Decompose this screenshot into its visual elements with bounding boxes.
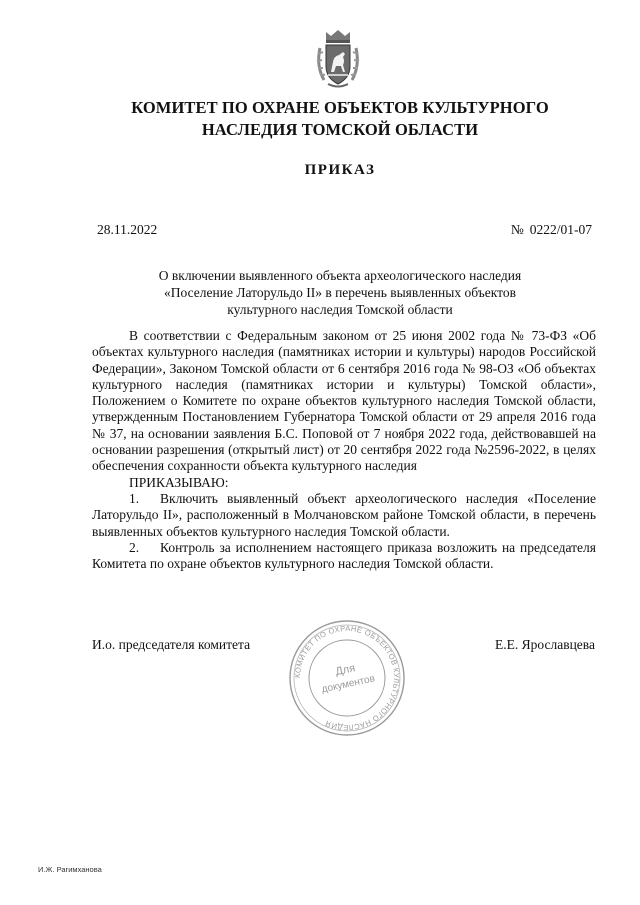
document-date: 28.11.2022 (97, 222, 158, 237)
item-number: 2. (129, 539, 140, 555)
directive-heading: ПРИКАЗЫВАЮ: (129, 474, 229, 490)
item-text: Включить выявленный объект археологического наследия «Поселение Латорульдо II», расположенный в Молчановском районе Томской области, в перечень выявленных объектов культурного наследия Томской области. (92, 490, 596, 539)
number-sign: № (510, 222, 524, 237)
organization-name (60, 97, 620, 141)
subject-line2: «Поселение Латорульдо II» в перечень выявленных объектов (164, 285, 516, 300)
signatory-name: Е.Е. Ярославцева (495, 637, 595, 652)
item-text: Контроль за исполнением настоящего приказа возложить на председателя Комитета по охране объектов культурного наследия Томской области. (92, 539, 596, 572)
document-number (511, 222, 592, 238)
list-item (92, 540, 596, 573)
signatory-position: И.о. председателя комитета (92, 637, 251, 652)
document-body (92, 328, 596, 572)
document-subject (90, 267, 590, 318)
preamble-paragraph: В соответствии с Федеральным законом от 25 июня 2002 года № 73-ФЗ «Об объектах культурного наследия (памятниках истории и культуры) народов Российской Федерации», Законом Томской области от 6 сентября 2016 года № 98-ОЗ «Об объектах культурного наследия (памятниках истории и культуры) Томской области», Положением о Комитете по охране объектов культурного наследия Томской области, утвержденным Постановлением Губернатора Томской области от 29 апреля 2016 года № 37, на основании заявления Б.С. Поповой от 7 ноября 2022 года, действовавшей на основании разрешения (открытый лист) от 20 сентября 2022 года №2596-2022, в целях обеспечения сохранности объекта культурного наследия (92, 328, 596, 474)
item-number: 1. (129, 490, 140, 506)
document-type: ПРИКАЗ (304, 162, 376, 178)
stamp-center-line2: документов (320, 673, 376, 696)
executor-name: И.Ж. Рагимханова (38, 865, 102, 874)
organization-name-line2: НАСЛЕДИЯ ТОМСКОЙ ОБЛАСТИ (201, 120, 479, 139)
official-stamp (287, 618, 407, 738)
tomsk-coat-of-arms-icon (314, 28, 362, 90)
organization-name-line1: КОМИТЕТ ПО ОХРАНЕ ОБЪЕКТОВ КУЛЬТУРНОГО (131, 98, 549, 117)
list-item (92, 491, 596, 540)
subject-line1: О включении выявленного объекта археологического наследия (158, 268, 522, 283)
stamp-center-line1: Для (334, 662, 357, 679)
number-value: 0222/01-07 (529, 222, 592, 237)
stamp-ring-text: КОМИТЕТ ПО ОХРАНЕ ОБЪЕКТОВ КУЛЬТУРНОГО НАСЛЕДИЯ (292, 623, 402, 733)
subject-line3: культурного наследия Томской области (227, 302, 453, 317)
